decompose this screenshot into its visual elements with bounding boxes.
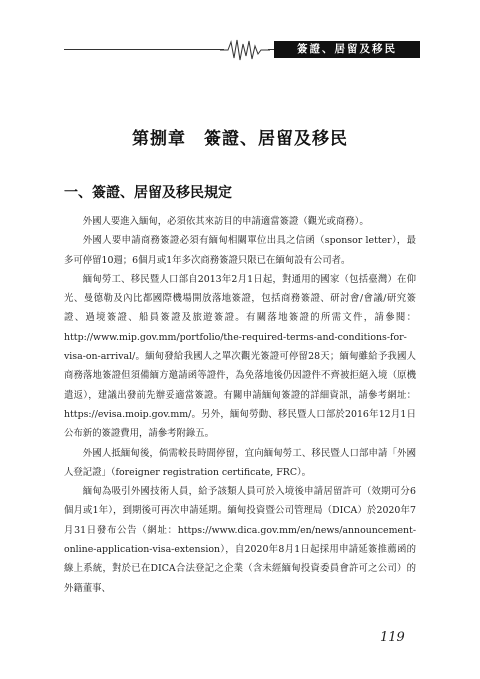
page-number: 119 xyxy=(380,630,405,645)
paragraph: 外國人要申請商務簽證必須有緬甸相關單位出具之信函（sponsor letter），最多可停留10週；6個月或1年多次商務簽證只限已在緬甸設有公司者。 xyxy=(64,235,416,266)
section-title: 一、簽證、居留及移民規定 xyxy=(64,185,232,201)
chapter-title: 第捌章 簽證、居留及移民 xyxy=(132,129,348,149)
heartbeat-line-icon xyxy=(220,38,270,62)
header-chapter-tag: 簽證、居留及移民 xyxy=(274,41,420,58)
paragraph: 外國人抵緬甸後，倘需較長時間停留，宜向緬甸勞工、移民暨人口部申請「外國人登記證」（foreigner registration certificate, FRC）。 xyxy=(64,447,416,478)
paragraph: 外國人要進入緬甸，必須依其來訪目的申請適當簽證（觀光或商務）。 xyxy=(82,216,369,227)
header-rule xyxy=(64,49,224,50)
paragraph: 緬甸為吸引外國技術人員，給予該類人員可於入境後申請居留許可（效期可分6個月或1年），到期後可再次申請延期。緬甸投資暨公司管理局（DICA）於2020年7月31日發布公告（網址：https://www.dica.gov.mm/en/news/announcement-online-application-visa-extension），自2020年8月1日起採用申請延簽推薦函的線上系統，對於已在DICA合法登記之企業（含未經緬甸投資委員會許可之公司）的外籍董事、 xyxy=(64,486,416,594)
running-header xyxy=(64,38,420,62)
paragraph: 緬甸勞工、移民暨人口部自2013年2月1日起，對通用的國家（包括臺灣）在仰光、曼德勒及內比都國際機場開放落地簽證，包括商務簽證、研討會/會議/研究簽證、過境簽證、船員簽證及旅遊簽證。有關落地簽證的所需文件，請參閱：http://www.mip.gov.mm/portfolio/the-required-terms-and-conditions-for-visa-on-arrival/。緬甸發給我國人之單次觀光簽證可停留28天；緬甸雖給予我國人商務落地簽證但須備緬方邀請函等證件，為免落地後仍因證件不齊被拒絕入境（原機遣返），建議出發前先辦妥適當簽證。有關申請緬甸簽證的詳細資訊，請參考網址：https://evisa.moip.gov.mm/。另外，緬甸勞動、移民暨人口部於2016年12月1日公布新的簽證費用，請參考附錄五。 xyxy=(64,273,416,440)
body-text xyxy=(64,212,416,598)
